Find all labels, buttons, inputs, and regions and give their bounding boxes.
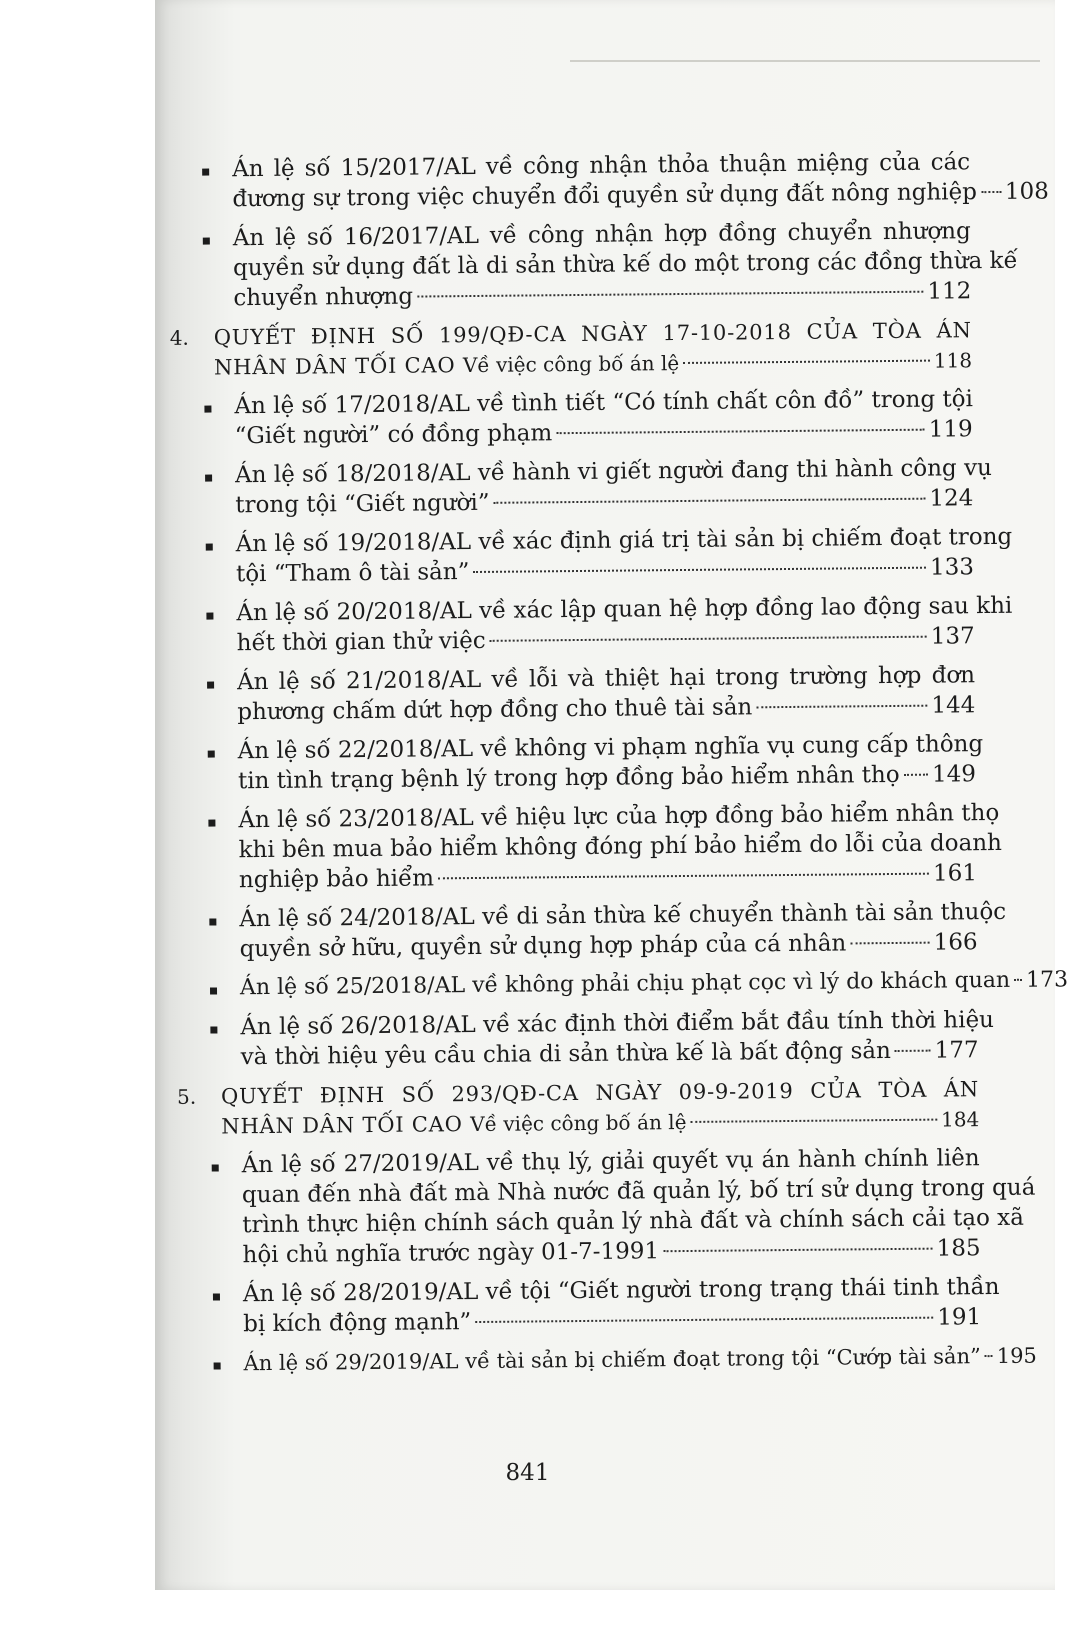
- toc-entry-16-2017[interactable]: [161, 216, 1018, 314]
- toc-entry-26-2018[interactable]: [168, 1005, 995, 1073]
- toc-entry-15-2017[interactable]: [160, 147, 1049, 215]
- bullet-icon: [214, 1362, 221, 1369]
- entry-page-number: 137: [930, 623, 975, 650]
- dot-leader: [417, 291, 923, 298]
- entry-page-number: 112: [927, 278, 972, 305]
- entry-text-line: Án lệ số 22/2018/AL về không vi phạm nghĩa vụ cung cấp thông: [237, 731, 984, 765]
- entry-page-number: 108: [1004, 178, 1049, 205]
- dot-leader: [895, 1050, 931, 1052]
- entry-text-line: đương sự trong việc chuyển đổi quyền sử dụng đất nông nghiệp: [232, 179, 978, 213]
- dot-leader: [663, 1248, 933, 1253]
- entry-text-line: và thời hiệu yêu cầu chia di sản thừa kế là bất động sản: [240, 1038, 891, 1071]
- bullet-icon: [206, 544, 213, 551]
- bullet-icon: [203, 238, 210, 245]
- entry-page-number: 149: [931, 761, 977, 788]
- toc-section-4[interactable]: [162, 315, 973, 383]
- bullet-icon: [208, 819, 215, 826]
- dot-leader: [850, 942, 929, 945]
- section-page-number: 184: [940, 1107, 980, 1132]
- entry-text-line: hội chủ nghĩa trước ngày 01-7-1991: [242, 1238, 660, 1269]
- entry-text-line: chuyển nhượng: [233, 283, 414, 312]
- entry-text-line: “Giết người” có đồng phạm: [234, 420, 553, 450]
- section-title-rest: Về việc công bố án lệ: [462, 351, 680, 378]
- bullet-icon: [206, 613, 213, 620]
- entry-text-line: khi bên mua bảo hiểm không đóng phí bảo hiểm do lỗi của doanh: [238, 829, 1003, 864]
- scan-bottom-margin: [155, 1590, 1055, 1650]
- header-rule: [570, 60, 1040, 62]
- entry-page-number: 185: [936, 1235, 981, 1262]
- dot-leader: [683, 360, 930, 364]
- bullet-icon: [210, 987, 217, 994]
- entry-text-line: Án lệ số 27/2019/AL về thụ lý, giải quyết vụ án hành chính liên: [241, 1145, 980, 1179]
- toc-entry-24-2018[interactable]: [167, 897, 1007, 965]
- bullet-icon: [210, 1026, 217, 1033]
- entry-page-number: 166: [933, 929, 978, 956]
- entry-text-line: Án lệ số 29/2019/AL về tài sản bị chiếm đoạt trong tội “Cướp tài sản”: [243, 1344, 981, 1376]
- entry-text-line: hết thời gian thử việc: [236, 627, 486, 657]
- entry-text-line: trình thực hiện chính sách quản lý nhà đất và chính sách cải tạo xã: [242, 1204, 1025, 1239]
- entry-text-line: Án lệ số 24/2018/AL về di sản thừa kế chuyển thành tài sản thuộc: [239, 898, 1007, 933]
- dot-leader: [556, 429, 925, 435]
- toc-entry-29-2019[interactable]: [171, 1341, 1037, 1379]
- entry-page-number: 177: [934, 1037, 979, 1064]
- toc-entry-19-2018[interactable]: [164, 522, 1013, 590]
- entry-text-line: Án lệ số 19/2018/AL về xác định giá trị tài sản bị chiếm đoạt trong: [235, 523, 1013, 558]
- dot-leader: [904, 774, 928, 776]
- section-title-line: QUYẾT ĐỊNH SỐ 293/QĐ-CA NGÀY 09-9-2019 CỦA TÒA ÁN: [220, 1077, 980, 1109]
- entry-text-line: Án lệ số 26/2018/AL về xác định thời điểm bắt đầu tính thời hiệu: [240, 1007, 995, 1041]
- toc-entry-25-2018[interactable]: [168, 966, 1069, 1004]
- entry-page-number: 133: [929, 554, 975, 581]
- bullet-icon: [209, 918, 216, 925]
- entry-text-line: phương chấm dứt hợp đồng cho thuê tài sản: [237, 694, 753, 726]
- entry-page-number: 173: [1025, 967, 1069, 993]
- table-of-contents: [160, 147, 1069, 1388]
- entry-text-line: nghiệp bảo hiểm: [238, 865, 435, 894]
- entry-text-line: quyền sử dụng đất là di sản thừa kế do một trong các đồng thừa kế: [232, 247, 1018, 282]
- dot-leader: [1014, 979, 1022, 981]
- toc-entry-18-2018[interactable]: [163, 453, 992, 521]
- entry-text-line: tội “Tham ô tài sản”: [235, 559, 470, 588]
- dot-leader: [494, 498, 926, 504]
- toc-entry-20-2018[interactable]: [164, 591, 1013, 659]
- page-number: 841: [505, 1460, 550, 1486]
- entry-text-line: quyền sở hữu, quyền sử dụng hợp pháp của cá nhân: [239, 930, 847, 963]
- dot-leader: [756, 705, 927, 709]
- entry-text-line: Án lệ số 18/2018/AL về hành vi giết người đang thi hành công vụ: [234, 455, 992, 489]
- toc-entry-17-2018[interactable]: [162, 384, 973, 452]
- section-title-rest: Về việc công bố án lệ: [470, 1109, 687, 1137]
- bullet-icon: [202, 169, 209, 176]
- entry-text-line: tin tình trạng bệnh lý trong hợp đồng bảo hiểm nhân thọ: [237, 761, 900, 795]
- entry-text-line: trong tội “Giết người”: [235, 489, 490, 519]
- dot-leader: [475, 1317, 933, 1323]
- bullet-icon: [213, 1293, 220, 1300]
- dot-leader: [473, 567, 926, 573]
- entry-text-line: Án lệ số 16/2017/AL về công nhận hợp đồng chuyển nhượng: [232, 218, 971, 252]
- entry-page-number: 191: [937, 1304, 982, 1331]
- toc-entry-22-2018[interactable]: [166, 729, 984, 797]
- entry-text-line: Án lệ số 28/2019/AL về tội “Giết người trong trạng thái tinh thần: [242, 1273, 1000, 1308]
- bullet-icon: [205, 475, 212, 482]
- section-number: 5.: [176, 1084, 197, 1109]
- dot-leader: [981, 191, 1001, 193]
- entry-text-line: bị kích động mạnh”: [243, 1309, 472, 1338]
- toc-entry-23-2018[interactable]: [166, 798, 1003, 896]
- section-title-caps: NHÂN DÂN TỐI CAO: [213, 353, 456, 380]
- bullet-icon: [204, 406, 211, 413]
- entry-page-number: 161: [932, 860, 978, 887]
- section-title-caps: NHÂN DÂN TỐI CAO: [221, 1112, 463, 1139]
- dot-leader: [438, 873, 929, 880]
- toc-entry-28-2019[interactable]: [171, 1272, 1000, 1340]
- bullet-icon: [207, 682, 214, 689]
- entry-text-line: Án lệ số 21/2018/AL về lỗi và thiệt hại trong trường hợp đơn: [236, 662, 976, 696]
- section-page-number: 118: [933, 348, 973, 373]
- toc-entry-27-2019[interactable]: [170, 1143, 1036, 1271]
- entry-text-line: quan đến nhà đất mà Nhà nước đã quản lý, bố trí sử dụng trong quá: [241, 1174, 1036, 1209]
- toc-section-5[interactable]: [169, 1074, 980, 1142]
- entry-page-number: 144: [931, 692, 976, 719]
- dot-leader: [690, 1119, 937, 1123]
- entry-page-number: 195: [996, 1343, 1037, 1369]
- entry-text-line: Án lệ số 25/2018/AL về không phải chịu phạt cọc vì lý do khách quan: [239, 967, 1011, 1001]
- dot-leader: [490, 636, 927, 642]
- entry-text-line: Án lệ số 20/2018/AL về xác lập quan hệ hợp đồng lao động sau khi: [236, 592, 1013, 627]
- bullet-icon: [212, 1164, 219, 1171]
- section-title-line: QUYẾT ĐỊNH SỐ 199/QĐ-CA NGÀY 17-10-2018 CỦA TÒA ÁN: [213, 318, 972, 350]
- entry-text-line: Án lệ số 15/2017/AL về công nhận thỏa thuận miệng của các: [232, 149, 971, 183]
- entry-text-line: Án lệ số 23/2018/AL về hiệu lực của hợp đồng bảo hiểm nhân thọ: [238, 799, 1000, 834]
- dot-leader: [985, 1355, 993, 1357]
- toc-entry-21-2018[interactable]: [165, 660, 976, 728]
- section-number: 4.: [169, 325, 189, 350]
- entry-page-number: 124: [929, 485, 974, 512]
- entry-text-line: Án lệ số 17/2018/AL về tình tiết “Có tính chất côn đồ” trong tội: [234, 386, 973, 420]
- bullet-icon: [208, 751, 215, 758]
- entry-page-number: 119: [928, 416, 973, 443]
- scan-margin: [0, 0, 155, 1650]
